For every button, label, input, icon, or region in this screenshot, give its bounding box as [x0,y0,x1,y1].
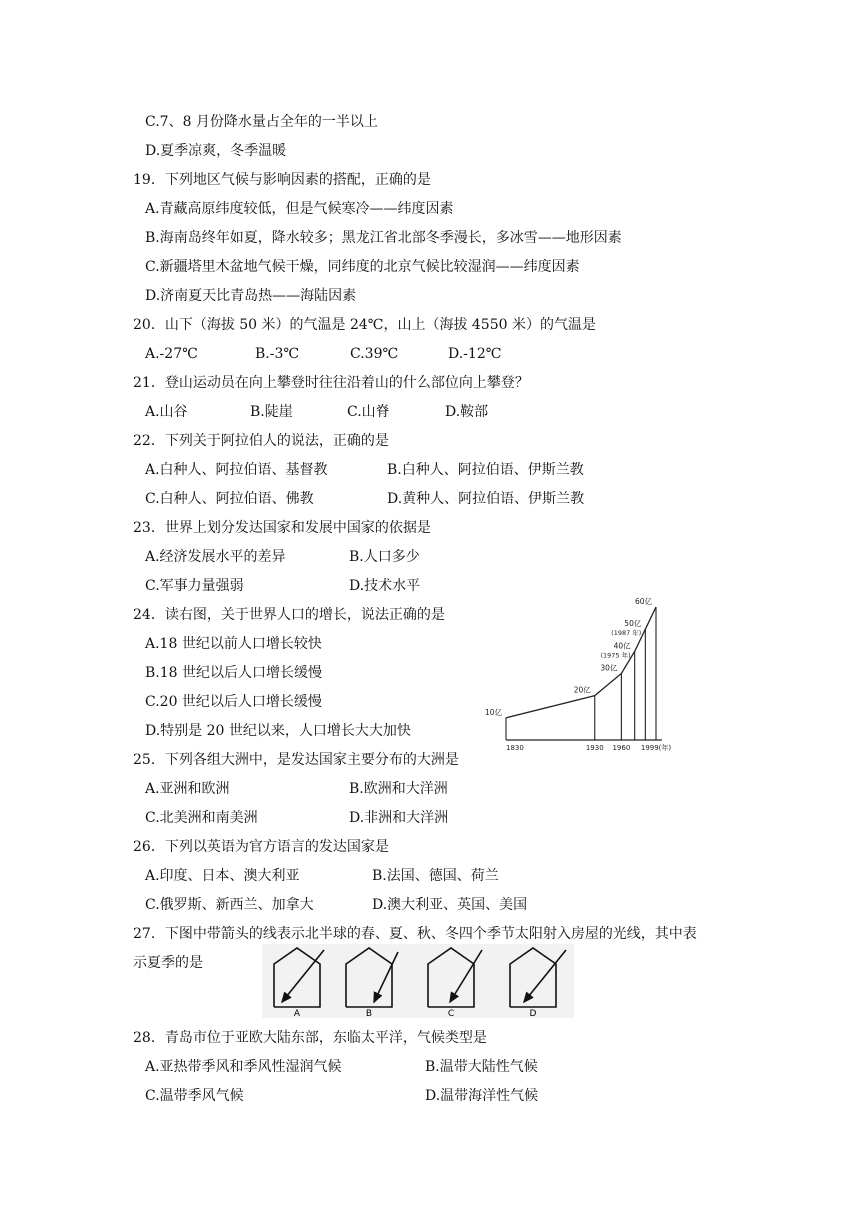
q27-stem: 27．下图中带箭头的线表示北半球的春、夏、秋、冬四个季节太阳射入房屋的光线，其中表 [133,926,697,942]
point-sublabel-1975: (1975 年) [600,651,631,660]
q23-option-c: C.军事力量强弱 [145,578,244,594]
q24-stem: 24．读右图，关于世界人口的增长，说法正确的是 [133,607,445,623]
q19-option-d: D.济南夏天比青岛热——海陆因素 [145,288,357,304]
point-sublabel-1987: (1987 年) [611,629,642,638]
q24-option-b: B.18 世纪以后人口增长缓慢 [145,665,323,681]
x-tick-label-1960: 1960 [612,744,631,752]
house-label-d: D [529,1009,537,1019]
q22-stem: 22．下列关于阿拉伯人的说法，正确的是 [133,433,389,449]
q25-option-d: D.非洲和大洋洲 [349,810,449,826]
q23-option-d: D.技术水平 [349,578,421,594]
q28-option-d: D.温带海洋性气候 [425,1088,539,1104]
q28-stem: 28．青岛市位于亚欧大陆东部，东临太平洋，气候类型是 [133,1030,487,1046]
point-label-1930: 20亿 [573,685,591,695]
q25-option-b: B.欧洲和大洋洲 [349,781,448,797]
q25-stem: 25．下列各组大洲中，是发达国家主要分布的大洲是 [133,752,459,768]
q28-option-c: C.温带季风气候 [145,1088,244,1104]
house-label-a: A [293,1009,301,1019]
q20-option-c: C.39℃ [350,346,399,362]
q28-option-b: B.温带大陆性气候 [425,1059,538,1075]
q22-option-d: D.黄种人、阿拉伯语、伊斯兰教 [387,491,585,507]
q18-option-c: C.7、8 月份降水量占全年的一半以上 [145,114,378,130]
q26-option-d: D.澳大利亚、英国、美国 [372,897,528,913]
q21-option-d: D.鞍部 [445,404,489,420]
q22-option-c: C.白种人、阿拉伯语、佛教 [145,491,314,507]
q24-option-a: A.18 世纪以前人口增长较快 [145,636,322,652]
q20-option-d: D.-12℃ [448,346,502,362]
house-sunlight-diagram [262,944,574,1018]
q28-option-a: A.亚热带季风和季风性湿润气候 [145,1059,342,1075]
house-label-b: B [365,1009,373,1019]
q23-stem: 23．世界上划分发达国家和发展中国家的依据是 [133,520,431,536]
q26-option-c: C.俄罗斯、新西兰、加拿大 [145,897,314,913]
q21-option-c: C.山脊 [347,404,390,420]
q26-option-b: B.法国、德国、荷兰 [372,868,499,884]
q21-option-b: B.陡崖 [250,404,293,420]
point-label-1987: 50亿 [624,619,642,629]
q27-stem-continued: 示夏季的是 [133,955,203,971]
q26-stem: 26．下列以英语为官方语言的发达国家是 [133,839,389,855]
x-tick-label-1930: 1930 [585,744,604,752]
point-label-1960: 30亿 [600,663,618,673]
point-label-1830: 10亿 [484,707,502,717]
q25-option-a: A.亚洲和欧洲 [145,781,230,797]
q20-option-a: A.-27℃ [145,346,198,362]
q24-option-c: C.20 世纪以后人口增长缓慢 [145,694,322,710]
q21-option-a: A.山谷 [145,404,188,420]
q23-option-a: A.经济发展水平的差异 [145,549,286,565]
q19-stem: 19．下列地区气候与影响因素的搭配，正确的是 [133,172,431,188]
q20-stem: 20．山下（海拔 50 米）的气温是 24℃，山上（海拔 4550 米）的气温是 [133,317,596,333]
q21-stem: 21．登山运动员在向上攀登时往往沿着山的什么部位向上攀登？ [133,375,529,391]
x-tick-label-1999: 1999(年) [640,744,672,752]
point-label-1975: 40亿 [613,641,631,651]
q19-option-c: C.新疆塔里木盆地气候干燥，同纬度的北京气候比较湿润——纬度因素 [145,259,580,275]
population-growth-chart [484,585,720,755]
house-label-c: C [447,1009,455,1019]
q23-option-b: B.人口多少 [349,549,420,565]
q19-option-b: B.海南岛终年如夏，降水较多；黑龙江省北部冬季漫长，多冰雪——地形因素 [145,230,622,246]
q19-option-a: A.青藏高原纬度较低，但是气候寒冷——纬度因素 [145,201,454,217]
q22-option-b: B.白种人、阿拉伯语、伊斯兰教 [387,462,584,478]
q18-option-d: D.夏季凉爽，冬季温暖 [145,143,287,159]
point-label-1999: 60亿 [634,597,652,606]
q20-option-b: B.-3℃ [255,346,300,362]
x-tick-label-1830: 1830 [506,744,524,752]
q26-option-a: A.印度、日本、澳大利亚 [145,868,300,884]
q22-option-a: A.白种人、阿拉伯语、基督教 [145,462,328,478]
q25-option-c: C.北美洲和南美洲 [145,810,258,826]
q24-option-d: D.特别是 20 世纪以来，人口增长大大加快 [145,723,411,739]
